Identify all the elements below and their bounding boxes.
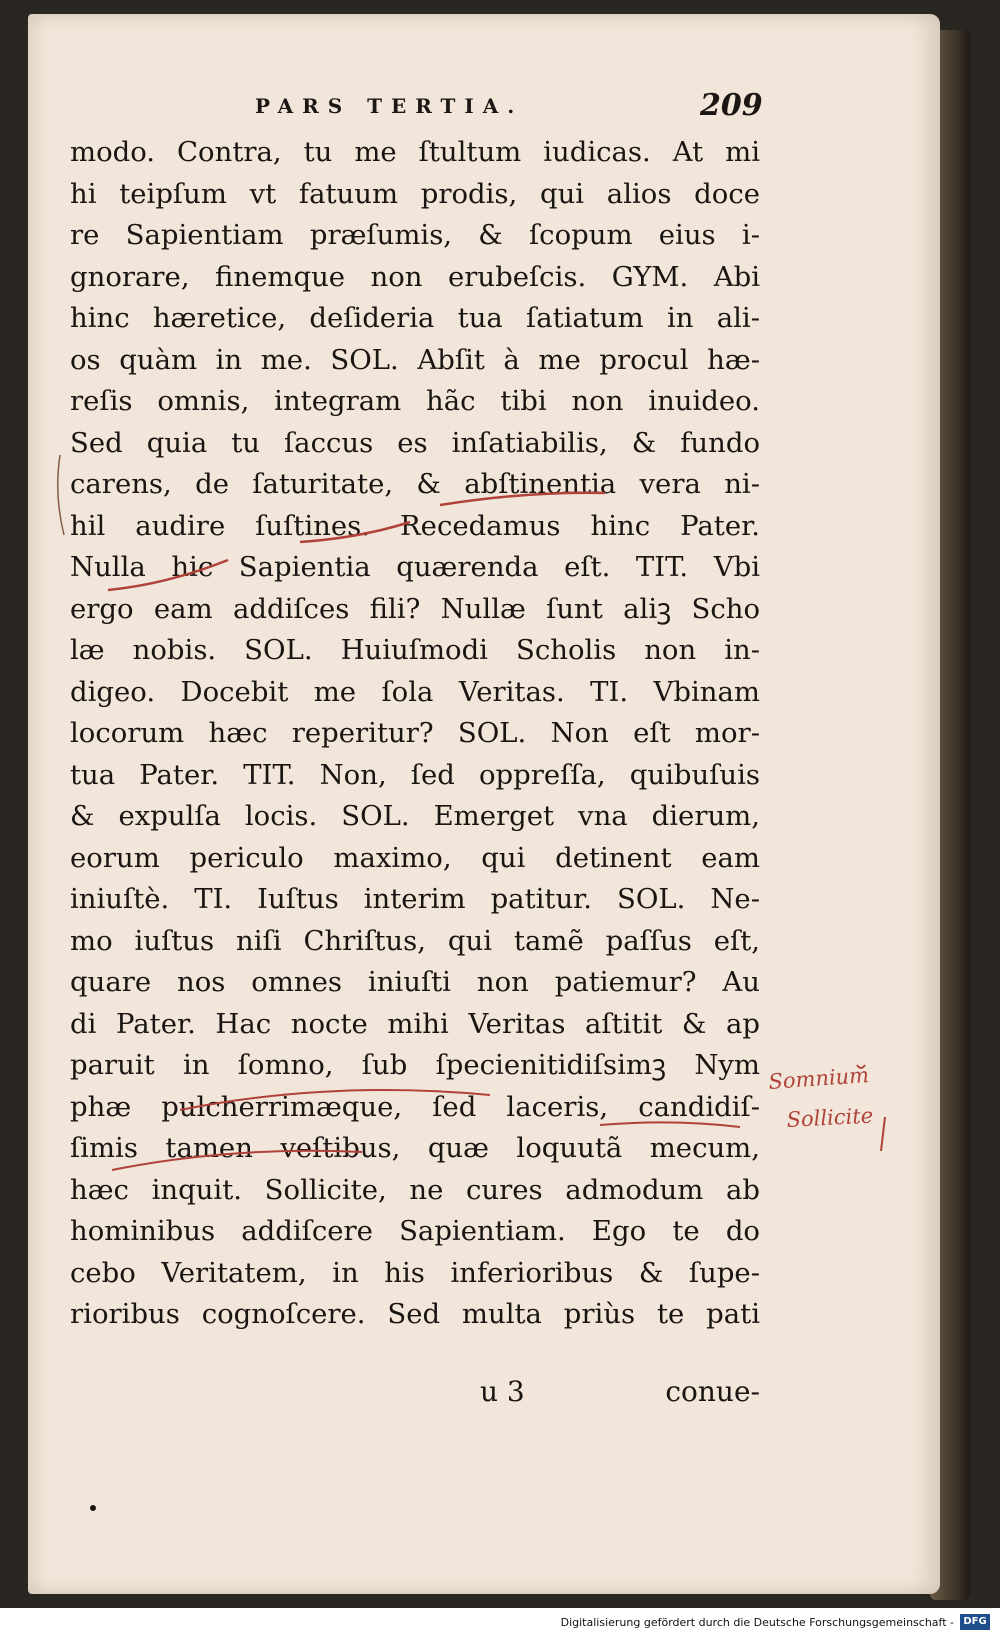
- text-line: hi teipſum vt fatuum prodis, qui alios doce: [70, 177, 760, 210]
- text-line: Nulla hic Sapientia quærenda eſt. TIT. Vbi: [70, 551, 760, 583]
- text-line: mo iuſtus niſi Chriſtus, qui tamẽ paſſus eſt,: [70, 924, 760, 957]
- text-line: reſis omnis, integram hãc tibi non inuideo.: [70, 385, 760, 417]
- text-line: re Sapientiam præſumis, & ſcopum eius i-: [70, 219, 760, 251]
- footer-bar: [0, 1608, 1000, 1637]
- signature-mark: u 3: [480, 1375, 525, 1408]
- text-line: modo. Contra, tu me ſtultum iudicas. At mi: [70, 136, 760, 168]
- text-line: iniuſtè. TI. Iuſtus interim patitur. SOL. Ne-: [70, 883, 760, 915]
- marginal-note-svg: [765, 1055, 895, 1155]
- marginal-stroke: [881, 1117, 885, 1151]
- body-text: [70, 132, 760, 1336]
- marginal-note-line-2: Sollicite: [786, 1103, 874, 1132]
- text-line: rioribus cognoſcere. Sed multa priùs te pati: [70, 1298, 760, 1330]
- text-line: locorum hæc reperitur? SOL. Non eſt mor-: [70, 717, 760, 749]
- ink-spot: [90, 1505, 96, 1511]
- handwritten-marginal-note: [765, 1055, 895, 1155]
- marginal-note-line-1: Somnium: [767, 1063, 870, 1094]
- text-line: cebo Veritatem, in his inferioribus & ſupe-: [70, 1256, 760, 1289]
- footer-credit: Digitalisierung gefördert durch die Deutsche Forschungsgemeinschaft -: [560, 1616, 954, 1629]
- text-line: os quàm in me. SOL. Abſit à me procul hæ-: [70, 343, 760, 376]
- text-line: di Pater. Hac nocte mihi Veritas aſtitit & ap: [70, 1007, 760, 1040]
- text-line: ſimis tamen veſtibus, quæ loquutã mecum,: [70, 1132, 760, 1164]
- text-line: gnorare, finemque non erubeſcis. GYM. Abi: [70, 260, 760, 293]
- text-line: ergo eam addiſces fili? Nullæ ſunt aliꝫ Scho: [70, 592, 760, 625]
- text-line: hominibus addiſcere Sapientiam. Ego te do: [70, 1215, 760, 1247]
- text-line: hæc inquit. Sollicite, ne cures admodum ab: [70, 1173, 760, 1206]
- text-line: eorum periculo maximo, qui detinent eam: [70, 841, 760, 874]
- dfg-logo: DFG: [960, 1614, 990, 1630]
- text-line: carens, de ſaturitate, & abſtinentia vera ni-: [70, 468, 760, 500]
- text-line: læ nobis. SOL. Huiuſmodi Scholis non in-: [70, 634, 760, 666]
- text-line: Sed quia tu ſaccus es inſatiabilis, & fundo: [70, 426, 760, 459]
- text-line: digeo. Docebit me ſola Veritas. TI. Vbinam: [70, 675, 760, 708]
- text-line: paruit in ſomno, ſub ſpecienitidiſsimꝫ Nym: [70, 1049, 760, 1081]
- catchword: conue-: [665, 1375, 760, 1408]
- text-line: & expulſa locis. SOL. Emerget vna dierum,: [70, 800, 760, 832]
- page-number: 209: [700, 88, 763, 123]
- catchline: [70, 1375, 760, 1417]
- text-line: tua Pater. TIT. Non, ſed oppreſſa, quibuſuis: [70, 758, 760, 791]
- text-line: phæ pulcherrimæque, ſed laceris, candidiſ-: [70, 1090, 760, 1123]
- text-line: hinc hæretice, deſideria tua ſatiatum in ali-: [70, 302, 760, 334]
- running-title: PARS TERTIA.: [255, 94, 524, 118]
- text-line: quare nos omnes iniuſti non patiemur? Au: [70, 966, 760, 998]
- text-line: hil audire ſuſtines. Recedamus hinc Pater.: [70, 509, 760, 542]
- running-head: [220, 88, 780, 128]
